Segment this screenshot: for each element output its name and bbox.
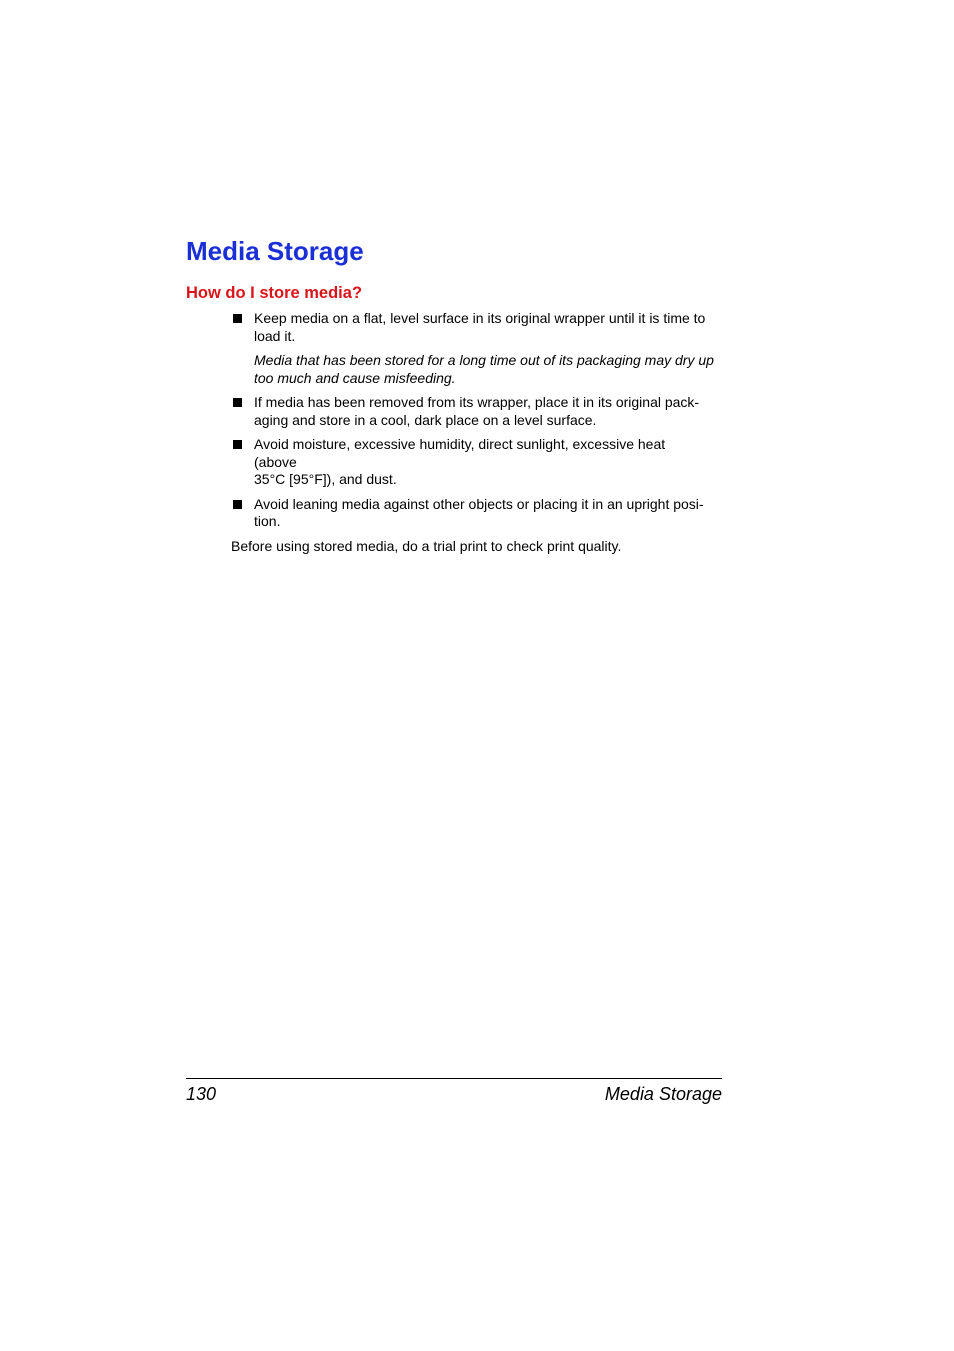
- text-line: tion.: [254, 513, 281, 529]
- text-line: Avoid moisture, excessive humidity, direct sunlight, excessive heat: [254, 436, 666, 452]
- list-item: [231, 436, 723, 489]
- note-line: Media that has been stored for a long time out of its packaging may dry up: [254, 352, 714, 368]
- footer-section-title: Media Storage: [604, 1084, 722, 1104]
- list-item: [231, 310, 723, 387]
- bullet-text: [254, 394, 724, 429]
- section-body: [231, 310, 723, 555]
- closing-paragraph: Before using stored media, do a trial print to check print quality.: [231, 537, 622, 554]
- square-bullet-icon: [233, 440, 242, 449]
- text-line: (above: [254, 453, 297, 470]
- list-item: [231, 394, 723, 429]
- text-line: If media has been removed from its wrapper, place it in its original pack-: [254, 394, 700, 410]
- bullet-list: [231, 310, 723, 531]
- text-line: aging and store in a cool, dark place on a level surface.: [254, 411, 597, 428]
- bullet-note: [254, 352, 724, 387]
- text-line: Keep media on a flat, level surface in its original wrapper until it is time to: [254, 310, 706, 326]
- footer-divider: [186, 1078, 722, 1079]
- square-bullet-icon: [233, 314, 242, 323]
- list-item: [231, 496, 723, 531]
- text-line: Avoid leaning media against other objects or placing it in an upright posi-: [254, 495, 704, 512]
- text-line: load it.: [254, 327, 296, 344]
- note-line: too much and cause misfeeding.: [254, 369, 456, 386]
- page-number: 130: [186, 1084, 217, 1104]
- bullet-text: [254, 310, 724, 345]
- square-bullet-icon: [233, 398, 242, 407]
- square-bullet-icon: [233, 500, 242, 509]
- section-heading: How do I store media?: [186, 284, 363, 302]
- bullet-text: [254, 496, 724, 531]
- text-line: 35°C [95°F]), and dust.: [254, 471, 397, 487]
- page-title: Media Storage: [186, 236, 364, 266]
- bullet-text: [254, 436, 724, 489]
